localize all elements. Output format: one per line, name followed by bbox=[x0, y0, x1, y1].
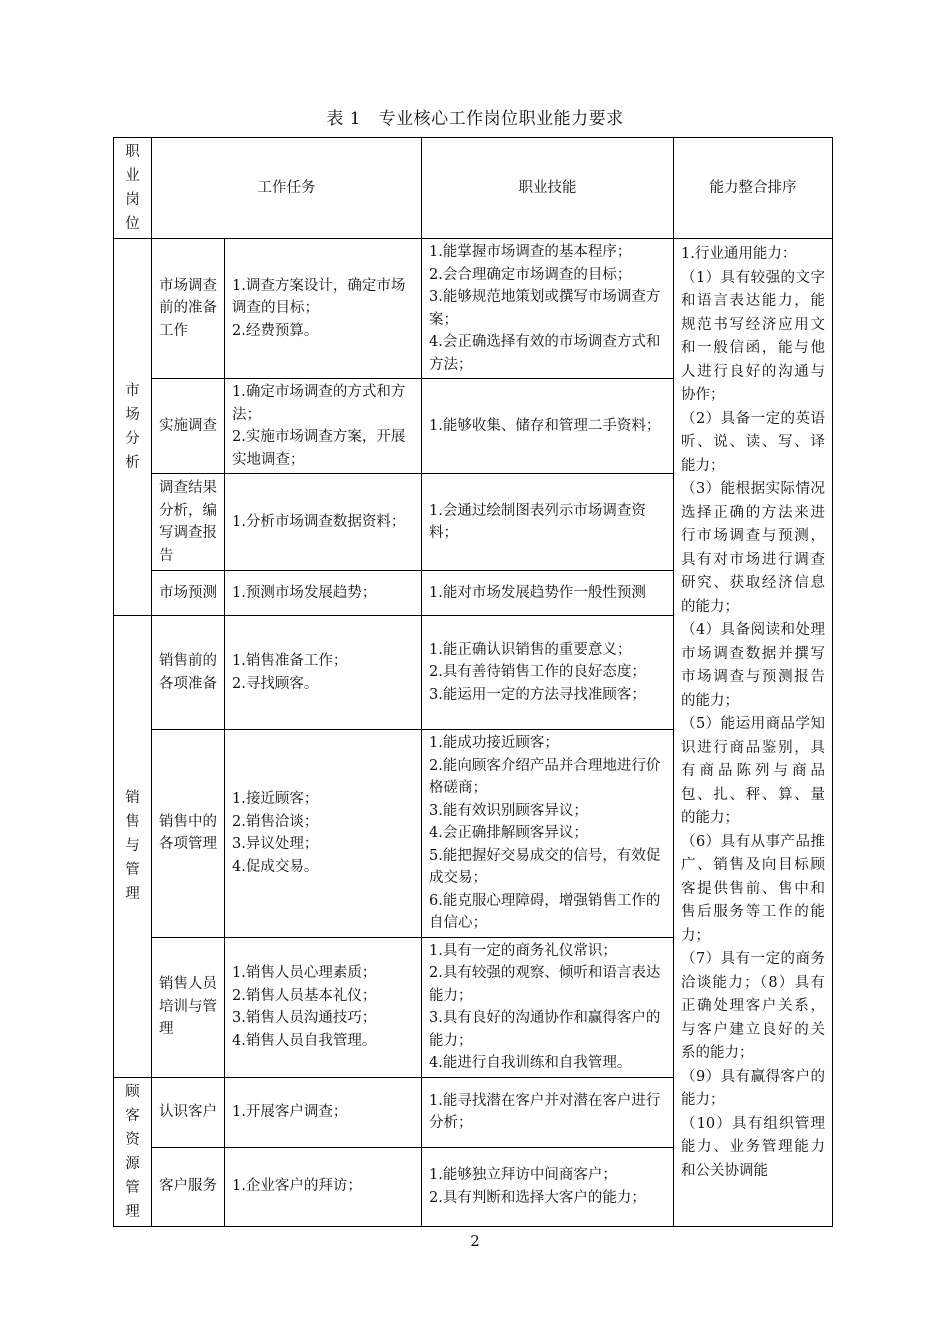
task-detail-item: 1.接近顾客； bbox=[232, 791, 319, 808]
skill-cell bbox=[422, 379, 674, 474]
skill-item: 3.具有良好的沟通协作和赢得客户的能力； bbox=[429, 1010, 661, 1049]
ability-cell bbox=[674, 239, 833, 1227]
header-task: 工作任务 bbox=[152, 138, 422, 239]
post-cell: 市场分析 bbox=[114, 239, 152, 616]
task-detail-item: 1.企业客户的拜访； bbox=[232, 1178, 362, 1195]
skill-item: 2.能向顾客介绍产品并合理地进行价格磋商； bbox=[429, 757, 661, 796]
skill-item: 2.具有判断和选择大客户的能力； bbox=[429, 1189, 646, 1206]
header-ability: 能力整合排序 bbox=[674, 138, 833, 239]
task-cell: 市场调查前的准备工作 bbox=[152, 239, 225, 379]
page-number: 2 bbox=[470, 1232, 480, 1250]
task-detail-item: 3.异议处理； bbox=[232, 836, 319, 853]
skill-item: 2.会合理确定市场调查的目标； bbox=[429, 266, 632, 283]
header-skill: 职业技能 bbox=[422, 138, 674, 239]
skill-item: 3.能够规范地策划或撰写市场调查方案； bbox=[429, 289, 661, 328]
skill-cell bbox=[422, 474, 674, 571]
ability-item: （2）具备一定的英语听、说、读、写、译能力； bbox=[681, 410, 825, 474]
skill-cell bbox=[422, 239, 674, 379]
skill-item: 1.能正确认识销售的重要意义； bbox=[429, 641, 632, 658]
skill-cell bbox=[422, 1077, 674, 1147]
skill-item: 1.能够独立拜访中间商客户； bbox=[429, 1167, 617, 1184]
task-cell: 客户服务 bbox=[152, 1147, 225, 1226]
task-detail-item: 1.销售人员心理素质； bbox=[232, 965, 377, 981]
table-caption: 表 1 专业核心工作岗位职业能力要求 bbox=[326, 109, 624, 129]
skill-item: 1.会通过绘制图表列示市场调查资料； bbox=[429, 502, 646, 541]
skill-cell bbox=[422, 616, 674, 730]
skill-item: 1.能成功接近顾客； bbox=[429, 735, 559, 751]
skill-item: 1.能寻找潜在客户并对潜在客户进行分析； bbox=[429, 1092, 661, 1132]
task-detail-cell bbox=[225, 730, 422, 938]
task-cell: 销售前的各项准备 bbox=[152, 616, 225, 730]
post-cell: 销售与管理 bbox=[114, 616, 152, 1078]
task-detail-item: 1.开展客户调查； bbox=[232, 1103, 348, 1120]
skill-cell bbox=[422, 937, 674, 1077]
task-detail-item: 2.经费预算。 bbox=[232, 322, 319, 339]
task-detail-item: 4.销售人员自我管理。 bbox=[232, 1032, 377, 1049]
ability-item: （3）能根据实际情况选择正确的方法来进行市场调查与预测，具有对市场进行调查研究、获取经济信息的能力； bbox=[681, 481, 825, 615]
task-detail-cell bbox=[225, 571, 422, 616]
task-detail-cell bbox=[225, 239, 422, 379]
ability-item: 1.行业通用能力： bbox=[681, 246, 797, 262]
task-detail-cell bbox=[225, 616, 422, 730]
task-detail-item: 2.寻找顾客。 bbox=[232, 675, 319, 692]
task-detail-item: 1.预测市场发展趋势； bbox=[232, 584, 377, 601]
task-detail-item: 2.销售人员基本礼仪； bbox=[232, 987, 377, 1004]
ability-item: （5）能运用商品学知识进行商品鉴别，具有商品陈列与商品包、扎、秤、算、量的能力； bbox=[681, 716, 825, 826]
task-detail-item: 3.销售人员沟通技巧； bbox=[232, 1010, 377, 1026]
skill-item: 4.能进行自我训练和自我管理。 bbox=[429, 1055, 632, 1071]
ability-item: （10）具有组织管理能力、业务管理能力和公关协调能 bbox=[681, 1115, 825, 1179]
skill-item: 4.会正确选择有效的市场调查方式和方法； bbox=[429, 334, 661, 373]
skill-cell bbox=[422, 1147, 674, 1226]
task-cell: 销售中的各项管理 bbox=[152, 730, 225, 938]
post-cell: 顾客资源管理 bbox=[114, 1077, 152, 1226]
skill-item: 3.能有效识别顾客异议； bbox=[429, 802, 588, 819]
ability-item: （6）具有从事产品推广、销售及向目标顾客提供售前、售中和售后服务等工作的能力； bbox=[681, 833, 825, 944]
skill-item: 1.具有一定的商务礼仪常识； bbox=[429, 942, 617, 959]
skill-item: 1.能对市场发展趋势作一般性预测 bbox=[429, 584, 646, 601]
task-detail-cell bbox=[225, 379, 422, 474]
competency-table bbox=[113, 137, 833, 1227]
task-detail-item: 1.确定市场调查的方式和方法； bbox=[232, 384, 406, 423]
skill-item: 5.能把握好交易成交的信号，有效促成交易； bbox=[429, 847, 661, 886]
skill-item: 2.具有较强的观察、倾听和语言表达能力； bbox=[429, 965, 661, 1004]
task-cell: 销售人员培训与管理 bbox=[152, 937, 225, 1077]
task-detail-cell bbox=[225, 474, 422, 571]
task-detail-item: 4.促成交易。 bbox=[232, 858, 319, 875]
ability-item: （4）具备阅读和处理市场调查数据并撰写市场调查与预测报告的能力； bbox=[681, 622, 825, 709]
skill-item: 1.能掌握市场调查的基本程序； bbox=[429, 244, 632, 260]
skill-item: 6.能克服心理障碍，增强销售工作的自信心； bbox=[429, 892, 661, 931]
task-cell: 市场预测 bbox=[152, 571, 225, 616]
ability-item: （7）具有一定的商务洽谈能力；（8）具有正确处理客户关系，与客户建立良好的关系的能力； bbox=[681, 951, 825, 1061]
task-detail-cell bbox=[225, 1077, 422, 1147]
task-cell: 调查结果分析，编写调查报告 bbox=[152, 474, 225, 571]
task-detail-item: 1.分析市场调查数据资料； bbox=[232, 513, 406, 530]
skill-item: 2.具有善待销售工作的良好态度； bbox=[429, 664, 646, 681]
header-row bbox=[114, 138, 833, 239]
task-detail-item: 1.调查方案设计，确定市场调查的目标； bbox=[232, 277, 406, 317]
skill-cell bbox=[422, 571, 674, 616]
table-row bbox=[114, 239, 833, 379]
task-cell: 认识客户 bbox=[152, 1077, 225, 1147]
header-post: 职业岗位 bbox=[114, 138, 152, 239]
ability-item: （1）具有较强的文字和语言表达能力，能规范书写经济应用文和一般信函，能与他人进行良好的沟通与协作； bbox=[681, 269, 825, 403]
skill-cell bbox=[422, 730, 674, 938]
task-detail-item: 2.销售洽谈； bbox=[232, 813, 319, 830]
task-detail-cell bbox=[225, 1147, 422, 1226]
ability-item: （9）具有赢得客户的能力； bbox=[681, 1068, 825, 1108]
skill-item: 3.能运用一定的方法寻找准顾客； bbox=[429, 686, 646, 703]
task-detail-cell bbox=[225, 937, 422, 1077]
task-detail-item: 2.实施市场调查方案，开展实地调查； bbox=[232, 429, 406, 468]
skill-item: 1.能够收集、储存和管理二手资料； bbox=[429, 417, 661, 434]
skill-item: 4.会正确排解顾客异议； bbox=[429, 825, 588, 841]
task-cell: 实施调查 bbox=[152, 379, 225, 474]
task-detail-item: 1.销售准备工作； bbox=[232, 653, 348, 669]
